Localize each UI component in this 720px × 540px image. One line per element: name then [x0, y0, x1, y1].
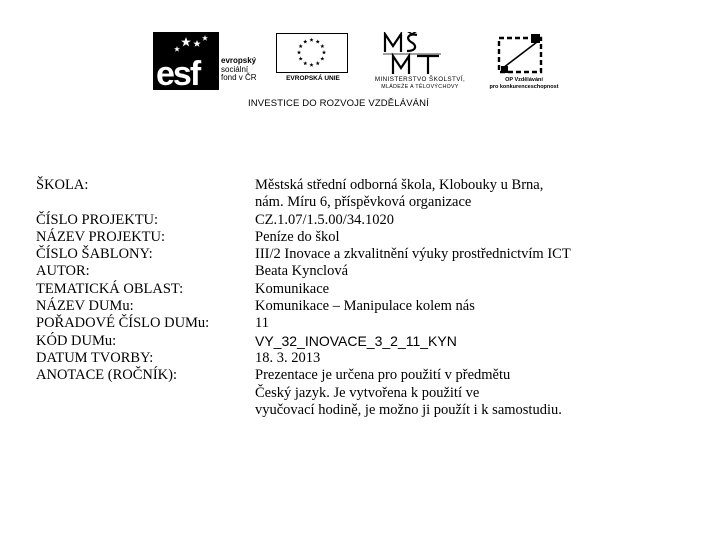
document-info-table — [36, 177, 686, 419]
value-poradove-cislo: 11 — [255, 315, 269, 332]
row-nazev-dumu — [36, 298, 686, 315]
esf-caption-line3: fond v ČR — [221, 73, 257, 82]
row-skola — [36, 177, 686, 194]
value-anotace-3: vyučovací hodině, je možno ji použít i k samostudiu. — [255, 401, 562, 418]
value-anotace-2: Český jazyk. Je vytvořena k použití ve — [255, 384, 480, 401]
eu-star-icon — [320, 57, 324, 61]
row-poradove-cislo — [36, 315, 686, 332]
eu-stars-icon — [277, 34, 346, 71]
value-cislo-projektu: CZ.1.07/1.5.00/34.1020 — [255, 211, 394, 228]
row-tematicka-oblast — [36, 281, 686, 298]
eu-star-icon — [297, 50, 301, 54]
logo-banner — [150, 30, 570, 115]
value-datum-tvorby: 18. 3. 2013 — [255, 349, 321, 366]
row-skola-cont — [36, 194, 686, 211]
label-tematicka-oblast: TEMATICKÁ OBLAST: — [36, 280, 184, 297]
value-anotace-1: Prezentace je určena pro použití v předmětu — [255, 367, 511, 384]
esf-caption-line2: sociální — [221, 64, 249, 74]
esf-logo — [153, 32, 275, 92]
eu-logo — [276, 33, 350, 87]
row-datum-tvorby — [36, 350, 686, 367]
value-autor: Beata Kynclová — [255, 263, 349, 280]
label-poradove-cislo: POŘADOVÉ ČÍSLO DUMu: — [36, 315, 210, 332]
msmt-caption-line1: MINISTERSTVO ŠKOLSTVÍ, — [374, 76, 466, 83]
value-nazev-projektu: Peníze do škol — [255, 228, 340, 245]
value-cislo-sablony: III/2 Inovace a zkvalitnění výuky prostřednictvím ICT — [255, 246, 571, 263]
value-skola-1: Městská střední odborná škola, Klobouky u Brna, — [255, 177, 544, 193]
eu-star-icon — [316, 39, 320, 43]
eu-caption: EVROPSKÁ UNIE — [286, 75, 340, 82]
value-skola-2: nám. Míru 6, příspěvková organizace — [255, 194, 472, 211]
value-tematicka-oblast: Komunikace — [255, 280, 330, 297]
esf-caption — [221, 57, 257, 83]
row-cislo-projektu — [36, 212, 686, 229]
label-datum-tvorby: DATUM TVORBY: — [36, 349, 154, 366]
eu-star-icon — [309, 63, 313, 67]
esf-logo-mark — [153, 32, 219, 90]
eu-flag — [276, 33, 348, 73]
row-anotace — [36, 367, 686, 384]
label-kod-dumu: KÓD DUMu: — [36, 332, 117, 349]
msmt-caption-line2: MLÁDEŽE A TĚLOVÝCHOVY — [381, 83, 459, 90]
row-anotace-cont-1 — [36, 385, 686, 402]
value-nazev-dumu: Komunikace – Manipulace kolem nás — [255, 298, 475, 315]
eu-star-icon — [303, 39, 307, 43]
opvk-logo-mark — [495, 32, 549, 76]
label-cislo-projektu: ČÍSLO PROJEKTU: — [36, 211, 159, 228]
opvk-caption — [488, 77, 560, 90]
eu-star-icon — [316, 61, 320, 65]
row-kod-dumu — [36, 333, 686, 350]
eu-star-icon — [303, 61, 307, 65]
eu-star-icon — [309, 38, 313, 42]
eu-star-icon — [299, 57, 303, 61]
msmt-logo-mark — [383, 32, 441, 76]
esf-caption-line1: evropský — [221, 56, 257, 65]
eu-star-icon — [320, 44, 324, 48]
eu-star-icon — [322, 50, 326, 54]
row-cislo-sablony — [36, 246, 686, 263]
opvk-caption-line1: OP Vzdělávání — [505, 77, 543, 83]
row-anotace-cont-2 — [36, 402, 686, 419]
esf-logo-text: esf — [156, 55, 200, 90]
value-kod-dumu: VY_32_INOVACE_3_2_11_KYN — [255, 332, 457, 349]
msmt-logo — [355, 32, 485, 92]
label-nazev-projektu: NÁZEV PROJEKTU: — [36, 228, 166, 245]
eu-star-icon — [299, 44, 303, 48]
label-autor: AUTOR: — [36, 263, 90, 280]
msmt-caption — [355, 77, 485, 90]
label-skola: ŠKOLA: — [36, 177, 89, 193]
investice-slogan: INVESTICE DO ROZVOJE VZDĚLÁVÁNÍ — [248, 98, 429, 109]
label-cislo-sablony: ČÍSLO ŠABLONY: — [36, 246, 153, 263]
opvk-logo — [488, 32, 560, 92]
label-nazev-dumu: NÁZEV DUMu: — [36, 298, 134, 315]
row-nazev-projektu — [36, 229, 686, 246]
opvk-caption-line2: pro konkurenceschopnost — [489, 83, 559, 90]
label-anotace: ANOTACE (ROČNÍK): — [36, 367, 178, 384]
row-autor — [36, 263, 686, 280]
